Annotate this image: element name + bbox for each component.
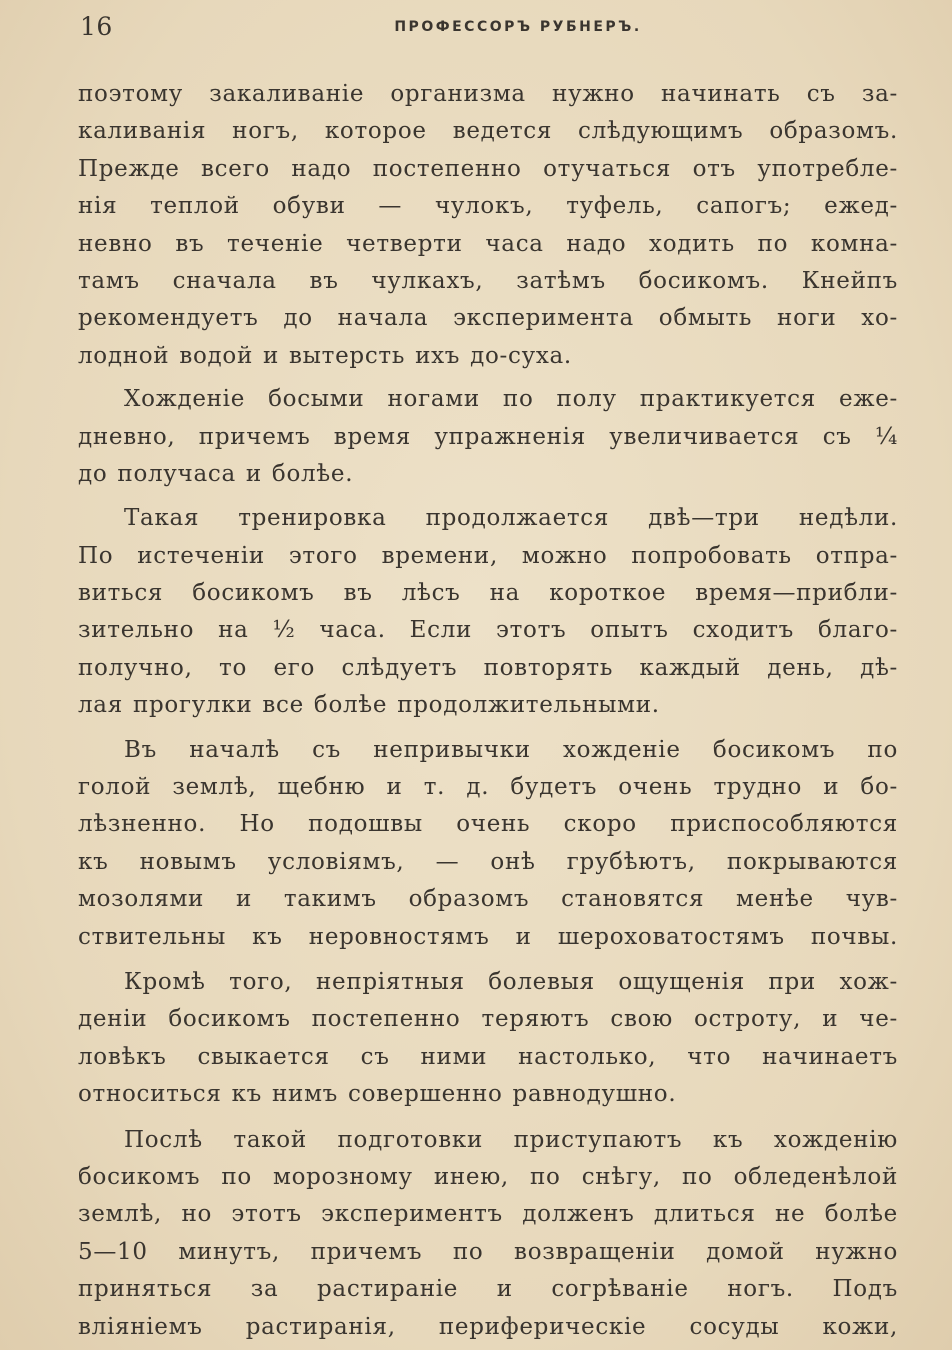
text-line: виться босикомъ въ лѣсъ на короткое время—прибли- bbox=[78, 580, 898, 607]
text-line: По истеченіи этого времени, можно попробовать отпра- bbox=[78, 542, 898, 569]
text-line: нія теплой обуви — чулокъ, туфель, сапогъ; ежед- bbox=[78, 193, 898, 220]
text-line: получно, то его слѣдуетъ повторять каждый день, дѣ- bbox=[78, 654, 898, 681]
text-line: Прежде всего надо постепенно отучаться отъ употребле- bbox=[78, 155, 898, 182]
text-line: рекомендуетъ до начала эксперимента обмыть ноги хо- bbox=[78, 305, 898, 332]
page-header bbox=[80, 10, 896, 44]
text-line: относиться къ нимъ совершенно равнодушно. bbox=[78, 1081, 677, 1108]
text-line: зительно на ½ часа. Если этотъ опытъ сходитъ благо- bbox=[78, 617, 898, 644]
text-line: ловѣкъ свыкается съ ними настолько, что начинаетъ bbox=[78, 1043, 898, 1070]
text-line: ствительны къ неровностямъ и шероховатостямъ почвы. bbox=[78, 923, 898, 950]
paragraph bbox=[78, 964, 898, 1114]
text-line: невно въ теченіе четверти часа надо ходить по комна- bbox=[78, 230, 898, 257]
text-line: лая прогулки все болѣе продолжительными. bbox=[78, 692, 660, 719]
text-line: къ новымъ условіямъ, — онѣ грубѣютъ, покрываются bbox=[78, 848, 898, 875]
paragraph bbox=[78, 500, 898, 724]
text-line: Такая тренировка продолжается двѣ—три недѣли. bbox=[124, 505, 898, 532]
text-line: дневно, причемъ время упражненія увеличивается съ ¼ bbox=[78, 423, 898, 450]
text-line: лодной водой и вытерсть ихъ до-суха. bbox=[78, 342, 572, 369]
text-line: каливанія ногъ, которое ведется слѣдующимъ образомъ. bbox=[78, 118, 898, 145]
page-number: 16 bbox=[80, 12, 113, 41]
text-line: Послѣ такой подготовки приступаютъ къ хожденію bbox=[124, 1126, 898, 1153]
text-line: поэтому закаливаніе организма нужно начинать съ за- bbox=[78, 81, 898, 107]
text-line: лѣзненно. Но подошвы очень скоро приспособляются bbox=[78, 811, 898, 838]
text-line: 5—10 минутъ, причемъ по возвращеніи домой нужно bbox=[78, 1238, 898, 1265]
text-line: деніи босикомъ постепенно теряютъ свою остроту, и че- bbox=[78, 1006, 898, 1033]
text-line: тамъ сначала въ чулкахъ, затѣмъ босикомъ. Кнейпъ bbox=[78, 267, 898, 294]
text-line: голой землѣ, щебню и т. д. будетъ очень трудно и бо- bbox=[78, 774, 898, 801]
paragraph bbox=[78, 732, 898, 956]
text-line: мозолями и такимъ образомъ становятся менѣе чув- bbox=[78, 886, 898, 913]
paragraph bbox=[78, 381, 898, 493]
body-text bbox=[78, 76, 898, 1350]
text-line: до получаса и болѣе. bbox=[78, 460, 354, 487]
text-line: приняться за растираніе и согрѣваніе ногъ. Подъ bbox=[78, 1276, 898, 1303]
text-line: Хожденіе босыми ногами по полу практикуется еже- bbox=[124, 386, 898, 413]
text-line: Въ началѣ съ непривычки хожденіе босикомъ по bbox=[124, 736, 898, 763]
text-line: землѣ, но этотъ экспериментъ долженъ длиться не болѣе bbox=[78, 1201, 898, 1228]
running-head: ПРОФЕССОРЪ РУБНЕРЪ. bbox=[394, 19, 642, 35]
paragraph bbox=[78, 76, 898, 375]
text-line: вліяніемъ растиранія, периферическіе сосуды кожи, bbox=[78, 1313, 898, 1340]
paragraph bbox=[78, 1122, 898, 1346]
text-line: Кромѣ того, непріятныя болевыя ощущенія при хож- bbox=[124, 968, 898, 995]
text-line: босикомъ по морозному инею, по снѣгу, по обледенѣлой bbox=[78, 1163, 898, 1190]
